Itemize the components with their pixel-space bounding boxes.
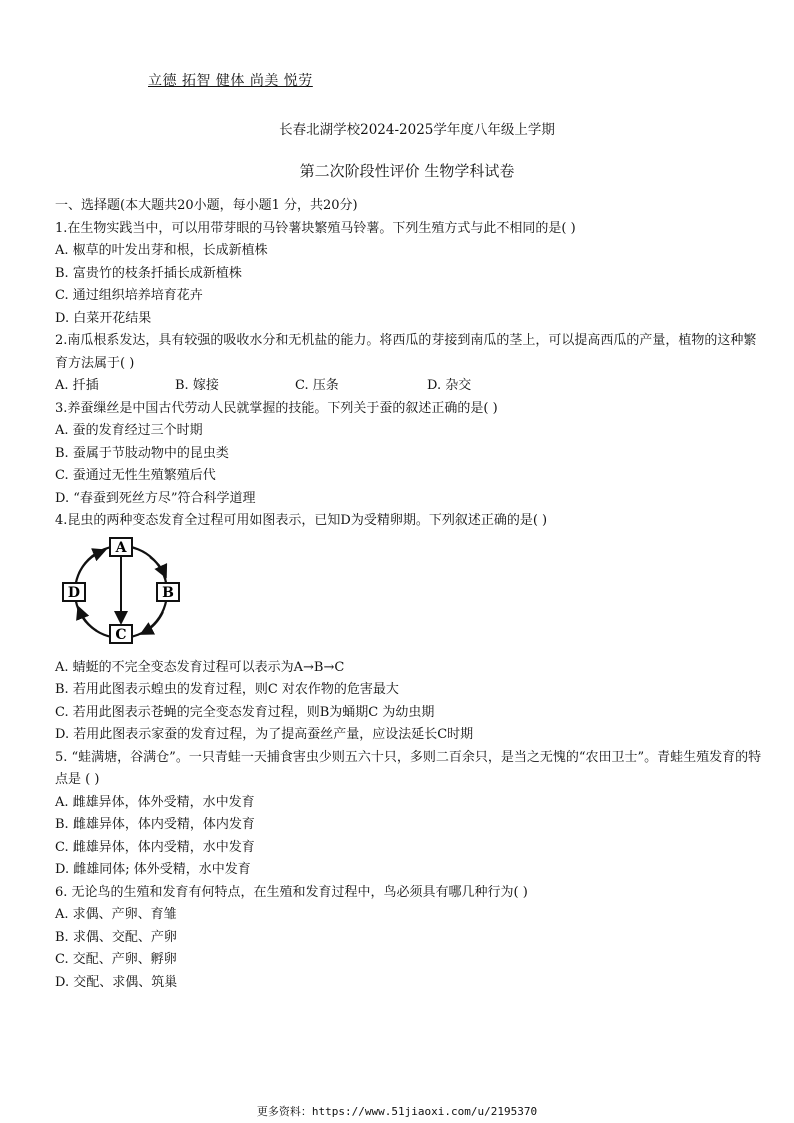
section-heading: 一、选择题(本大题共20小题，每小题1 分，共20分): [55, 198, 358, 213]
question-2-option-c: C. 压条: [295, 378, 339, 393]
question-4-option-c: C. 若用此图表示苍蝇的完全变态发育过程，则B为蛹期C 为幼虫期: [55, 704, 435, 720]
question-5-option-c: C. 雌雄异体，体内受精，水中发育: [55, 839, 255, 855]
development-cycle-figure: [55, 537, 195, 647]
question-4-option-b: B. 若用此图表示蝗虫的发育过程，则C 对农作物的危害最大: [55, 682, 399, 697]
school-motto: 立德 拓智 健体 尚美 悦劳: [148, 73, 313, 89]
question-3-option-a: A. 蚕的发育经过三个时期: [55, 423, 203, 438]
question-6-option-b: B. 求偶、交配、产卵: [55, 929, 177, 945]
question-1-option-d: D. 白菜开花结果: [55, 310, 152, 326]
question-5-stem: 5. “蛙满塘，谷满仓”。一只青蛙一天捕食害虫少则五六十只，多则二百余只，是当之无愧的“农田卫士”。青蛙生殖发育的特点是 ( ): [55, 749, 762, 787]
stage-a-label: A: [115, 539, 127, 556]
question-3-stem: 3.养蚕缫丝是中国古代劳动人民就掌握的技能。下列关于蚕的叙述正确的是( ): [55, 400, 498, 416]
question-3-option-b: B. 蚕属于节肢动物中的昆虫类: [55, 445, 229, 461]
stage-d-box: [63, 583, 85, 601]
stage-d-label: D: [67, 584, 81, 601]
insect-development-diagram: [55, 537, 766, 647]
question-6-stem: 6. 无论鸟的生殖和发育有何特点，在生殖和发育过程中，鸟必须具有哪几种行为( ): [55, 884, 528, 900]
school-heading: 长春北湖学校2024-2025学年度八年级上学期: [279, 122, 555, 138]
stage-b-box: [157, 583, 179, 601]
question-2-option-a: A. 扦插: [55, 378, 99, 393]
stage-c-box: [110, 625, 132, 643]
question-2-option-d: D. 杂交: [427, 378, 472, 393]
arrow-d-to-a: [79, 551, 103, 573]
question-5-option-b: B. 雌雄异体，体内受精，体内发育: [55, 817, 255, 832]
question-5-option-d: D. 雌雄同体; 体外受精，水中发育: [55, 862, 251, 877]
question-4-stem: 4.昆虫的两种变态发育全过程可用如图表示，已知D为受精卵期。下列叙述正确的是( ): [55, 513, 548, 528]
exam-title: 第二次阶段性评价 生物学科试卷: [299, 162, 515, 180]
question-1-option-a: A. 椒草的叶发出芽和根，长成新植株: [55, 243, 268, 258]
question-3-option-d: D. “春蚕到死丝方尽”符合科学道理: [55, 490, 256, 506]
question-2-options: [55, 375, 766, 398]
question-1-option-b: B. 富贵竹的枝条扦插长成新植株: [55, 265, 242, 281]
question-4-option-a: A. 蜻蜓的不完全变态发育过程可以表示为A→B→C: [55, 659, 345, 675]
question-5-option-a: A. 雌雄异体，体外受精，水中发育: [55, 794, 255, 810]
question-2-stem: 2.南瓜根系发达，具有较强的吸收水分和无机盐的能力。将西瓜的芽接到南瓜的茎上，可以提高西瓜的产量，植物的这种繁育方法属于( ): [55, 333, 757, 371]
question-3-option-c: C. 蚕通过无性生殖繁殖后代: [55, 468, 216, 483]
exam-body: [55, 195, 766, 994]
question-2-option-b: B. 嫁接: [175, 378, 219, 393]
stage-b-label: B: [162, 584, 174, 601]
question-6-option-a: A. 求偶、产卵、育雏: [55, 907, 177, 922]
question-4-option-d: D. 若用此图表示家蚕的发育过程，为了提高蚕丝产量，应设法延长C时期: [55, 727, 474, 742]
question-1-stem: 1.在生物实践当中，可以用带芽眼的马铃薯块繁殖马铃薯。下列生殖方式与此不相同的是( ): [55, 220, 576, 236]
arrow-c-to-d: [79, 609, 97, 631]
question-6-option-d: D. 交配、求偶、筑巢: [55, 974, 178, 990]
question-6-option-c: C. 交配、产卵、孵卵: [55, 952, 177, 967]
arrow-a-to-b: [150, 557, 165, 575]
stage-a-box: [110, 538, 132, 556]
stage-c-label: C: [115, 626, 127, 643]
footer-link[interactable]: 更多资料：https://www.51jiaoxi.com/u/2195370: [256, 1105, 538, 1118]
question-1-option-c: C. 通过组织培养培育花卉: [55, 288, 203, 303]
